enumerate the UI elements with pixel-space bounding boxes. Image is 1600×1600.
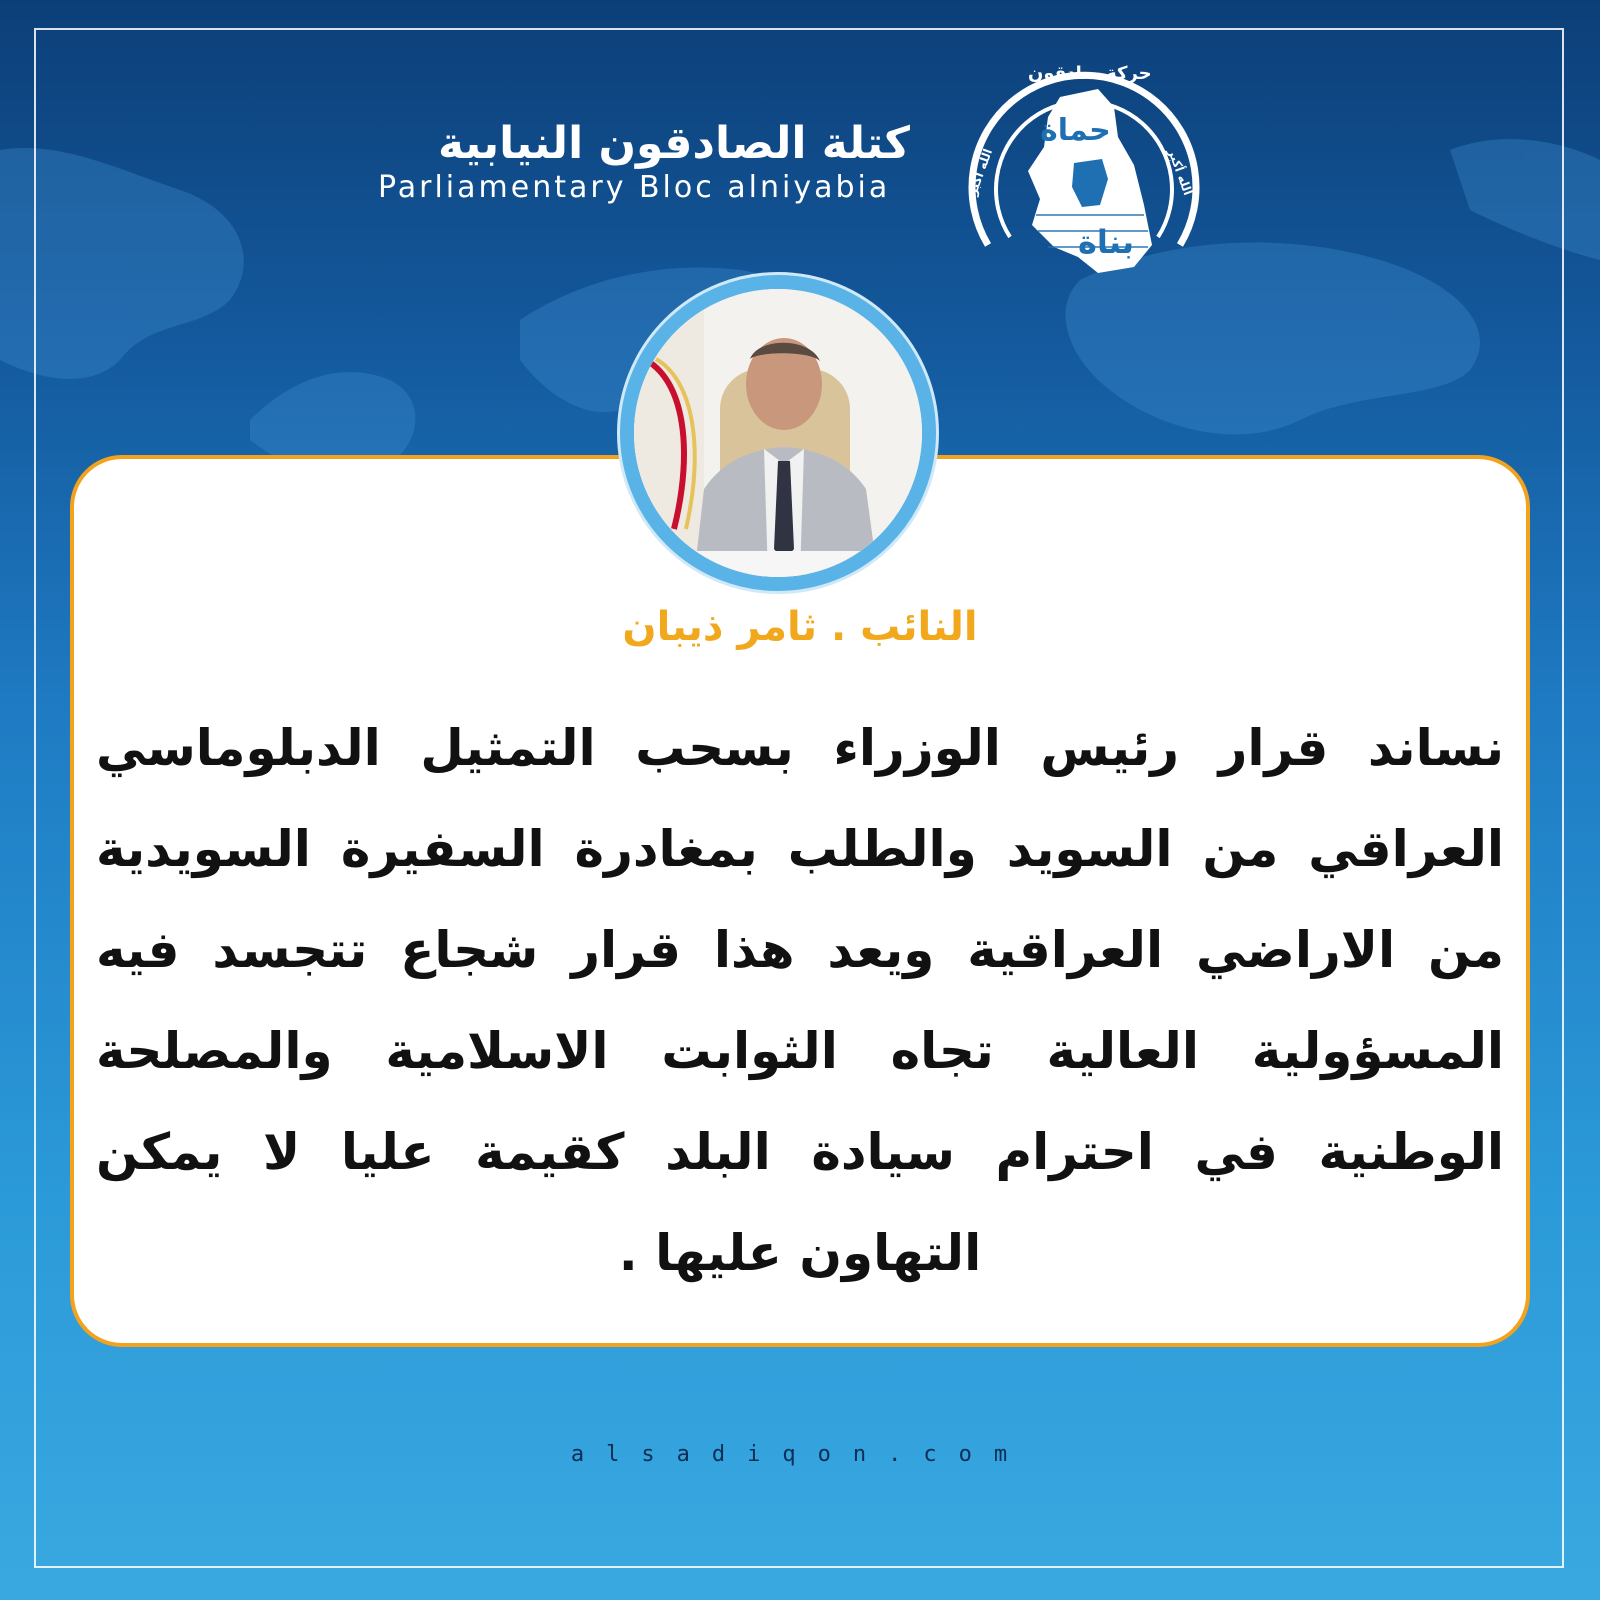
person-name: النائب . ثامر ذيبان <box>622 604 978 650</box>
bloc-title-arabic: كتلة الصادقون النيابية <box>437 118 910 169</box>
bloc-title-english: Parliamentary Bloc alniyabia <box>378 170 891 205</box>
logo-side-text-left: الله أكبر <box>965 146 996 198</box>
logo-word-bottom: بناة <box>1078 223 1134 261</box>
statement-text: نساند قرار رئيس الوزراء بسحب التمثيل الدبلوماسي العراقي من السويد والطلب بمغادرة السفيرة السويدية من الاراضي العراقية ويعد هذا قرار شجاع تتجسد فيه المسؤولية العالية تجاه الثوابت الاسلامية والمصلحة الوطنية في احترام سيادة البلد كقيمة عليا لا يمكن التهاون عليها . <box>96 719 1504 1282</box>
logo-emblem <box>948 55 1218 295</box>
logo-arc-text: حركة صادقون <box>1028 63 1152 84</box>
avatar <box>634 289 922 577</box>
website-footer: alsadiqon.com <box>570 1442 1030 1467</box>
logo-side-text-right: الله أكبر <box>1165 146 1196 198</box>
portrait-illustration <box>634 289 922 577</box>
logo-word-top: حماة <box>1040 113 1111 148</box>
avatar-ring <box>617 272 939 594</box>
